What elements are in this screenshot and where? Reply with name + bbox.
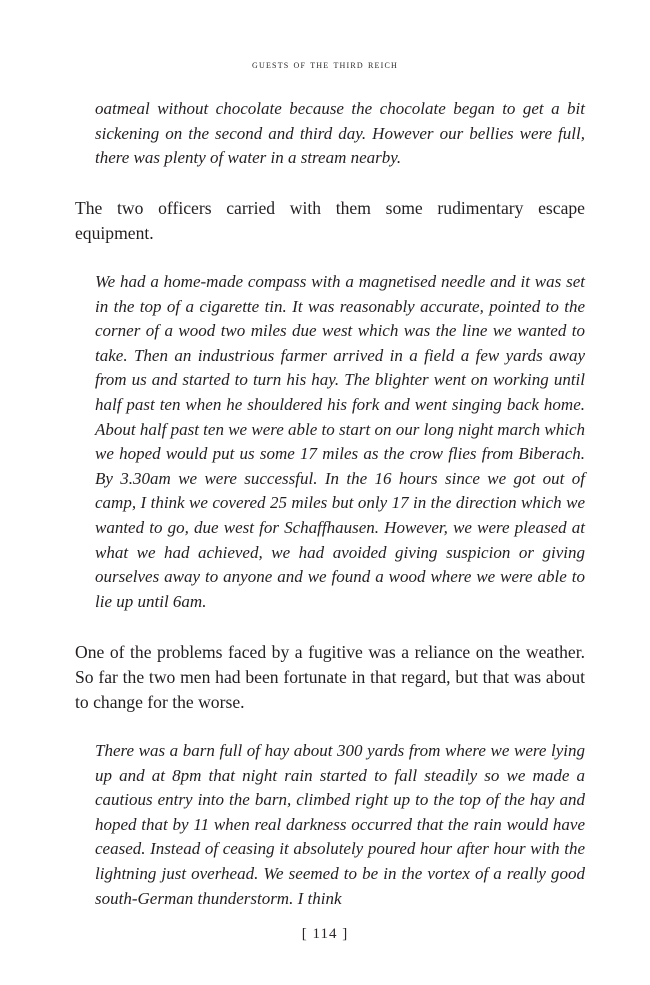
block-quote-compass: We had a home-made compass with a magnetised needle and it was set in the top of a cigarette tin. It was reasonably accurate, pointed to the corner of a wood two miles due west which was the line we wanted to take. Then an industrious farmer arrived in a field a few yards away from us and started to turn his hay. The blighter went on working until half past ten when he shouldered his fork and went singing back home. About half past ten we were able to start on our long night march which we hoped would put us some 17 miles as the crow flies from Biberach. By 3.30am we were successful. In the 16 hours since we got out of camp, I think we covered 25 miles but only 17 in the direction which we wanted to go, due west for Schaffhausen. However, we were pleased at what we had achieved, we had avoided giving suspicion or giving ourselves away to anyone and we found a wood where we were able to lie up until 6am.	[95, 272, 585, 611]
block-quote-oatmeal: oatmeal without chocolate because the chocolate began to get a bit sickening on the second and third day. However our bellies were full, there was plenty of water in a stream nearby.	[95, 99, 585, 168]
body-paragraph-equipment	[75, 196, 585, 246]
body-paragraph-text: The two officers carried with them some rudimentary escape equipment.	[75, 198, 585, 243]
body-paragraph-weather	[75, 640, 585, 714]
body-paragraph-text: One of the problems faced by a fugitive was a reliance on the weather. So far the two men had been fortunate in that regard, but that was about to change for the worse.	[75, 642, 585, 712]
block-quote-barn: There was a barn full of hay about 300 yards from where we were lying up and at 8pm that night rain started to fall steadily so we made a cautious entry into the barn, climbed right up to the top of the hay and hoped that by 11 when real darkness occurred that the rain would have ceased. Instead of ceasing it absolutely poured hour after hour with the lightning just overhead. We seemed to be in the vortex of a really good south-German thunderstorm. I think	[95, 741, 585, 908]
running-head: guests of the third reich	[252, 59, 398, 71]
page-number: [ 114 ]	[301, 926, 349, 942]
